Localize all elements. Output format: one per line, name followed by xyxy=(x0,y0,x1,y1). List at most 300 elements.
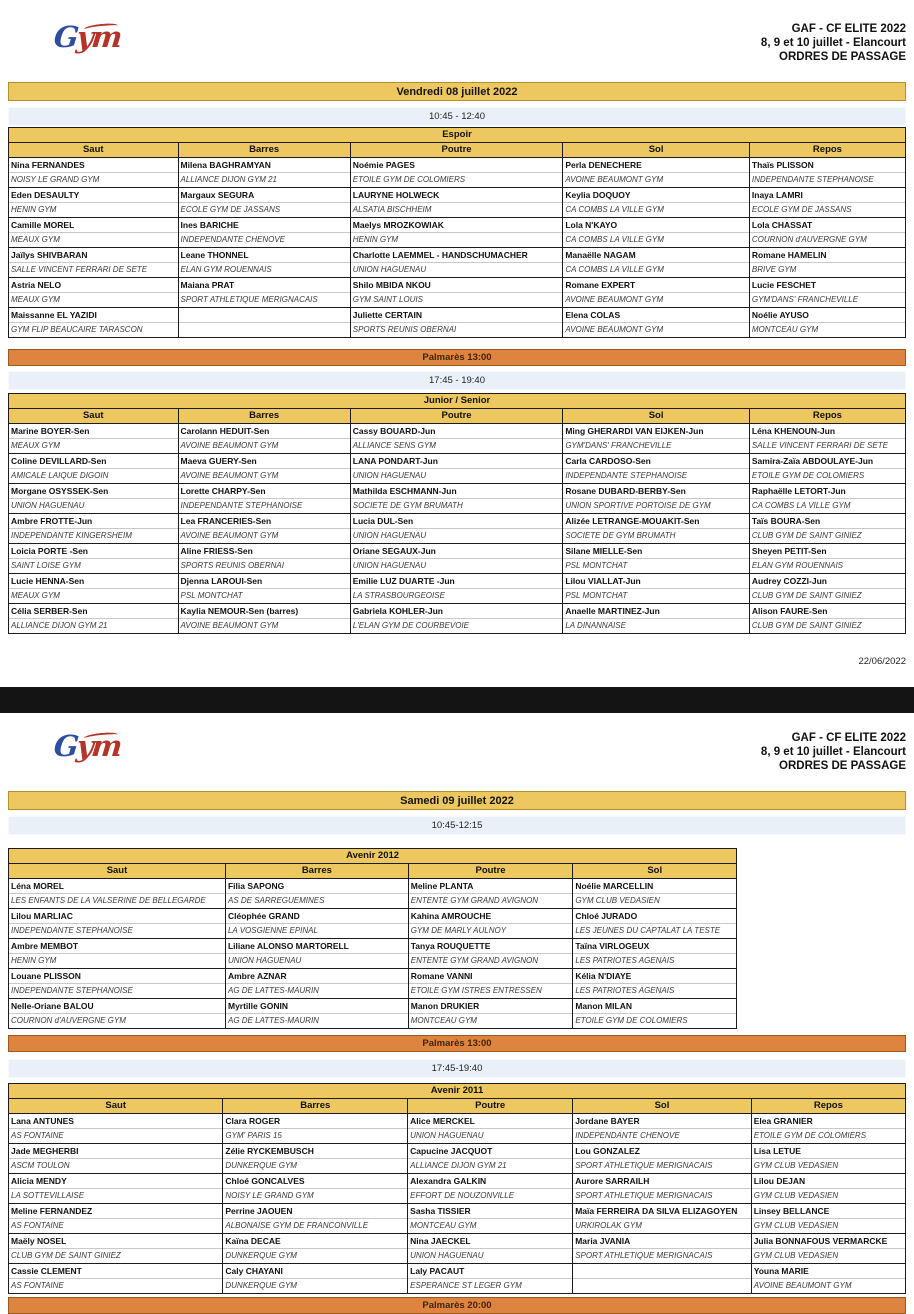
athlete-club: AS FONTAINE xyxy=(11,1281,64,1290)
athlete-cell xyxy=(749,544,905,574)
athlete-name: Laly PACAUT xyxy=(408,1264,572,1279)
athlete-name: Kélia N'DIAYE xyxy=(573,969,736,984)
athlete-club: UNION HAGUENAU xyxy=(352,531,427,540)
athlete-cell xyxy=(9,424,179,454)
table-title: Espoir xyxy=(9,128,906,143)
athlete-name: Chloé JURADO xyxy=(573,909,736,924)
athlete-name: Silane MIELLE-Sen xyxy=(563,544,749,559)
athlete-club: AVOINE BEAUMONT GYM xyxy=(180,441,279,450)
athlete-club xyxy=(573,1279,751,1293)
athlete-name: Meline PLANTA xyxy=(409,879,573,894)
athlete-club: HENIN GYM xyxy=(11,205,57,214)
document-title-block xyxy=(761,725,906,773)
athlete-name: Jordane BAYER xyxy=(573,1114,751,1129)
column-header-barres: Barres xyxy=(178,143,350,158)
athlete-name: Kahina AMROUCHE xyxy=(409,909,573,924)
athlete-name: Kaylia NEMOUR-Sen (barres) xyxy=(179,604,350,619)
athlete-name: Cassy BOUARD-Jun xyxy=(351,424,563,439)
athlete-name: Perrine JAOUEN xyxy=(223,1204,407,1219)
athlete-name: Lola CHASSAT xyxy=(750,218,905,233)
athlete-club: URKIROLAK GYM xyxy=(575,1221,642,1230)
athlete-name: Lou GONZALEZ xyxy=(573,1144,751,1159)
athlete-name: Juliette CERTAIN xyxy=(351,308,563,323)
athlete-name: Alison FAURE-Sen xyxy=(750,604,905,619)
athlete-cell xyxy=(9,544,179,574)
athlete-club: CA COMBS LA VILLE GYM xyxy=(565,235,664,244)
athlete-name: Alexandra GALKIN xyxy=(408,1174,572,1189)
athlete-cell xyxy=(178,484,350,514)
athlete-club: ETOILE GYM DE COLOMIERS xyxy=(751,471,865,480)
athlete-club: PSL MONTCHAT xyxy=(565,591,628,600)
athlete-cell xyxy=(408,909,573,939)
athlete-cell xyxy=(573,969,737,999)
athlete-name: Myrtille GONIN xyxy=(226,999,408,1014)
page-2 xyxy=(0,713,914,1314)
athlete-name: Lisa LETUE xyxy=(752,1144,905,1159)
athlete-club: GYM'DANS' FRANCHEVILLE xyxy=(565,441,672,450)
athlete-name: Ambre FROTTE-Jun xyxy=(9,514,178,529)
athlete-cell xyxy=(563,308,750,338)
athlete-cell xyxy=(350,574,563,604)
athlete-club: AS FONTAINE xyxy=(11,1131,64,1140)
athlete-club: UNION SPORTIVE PORTOISE DE GYM xyxy=(565,501,711,510)
athlete-name: Julia BONNAFOUS VERMARCKE xyxy=(752,1234,905,1249)
athlete-cell xyxy=(9,218,179,248)
athlete-name: Loicia PORTE -Sen xyxy=(9,544,178,559)
table-row xyxy=(9,158,906,188)
athlete-cell xyxy=(350,248,563,278)
athlete-name: Oriane SEGAUX-Jun xyxy=(351,544,563,559)
athlete-name: Milena BAGHRAMYAN xyxy=(179,158,350,173)
athlete-cell xyxy=(9,1174,223,1204)
athlete-club: AVOINE BEAUMONT GYM xyxy=(565,175,664,184)
athlete-cell xyxy=(749,308,905,338)
table-row xyxy=(9,188,906,218)
athlete-name: Noélie MARCELLIN xyxy=(573,879,736,894)
athlete-cell xyxy=(225,939,408,969)
athlete-club: GYM CLUB VEDASIEN xyxy=(753,1191,839,1200)
athlete-name: Caly CHAYANI xyxy=(223,1264,407,1279)
athlete-name: Lilou VIALLAT-Jun xyxy=(563,574,749,589)
athlete-name: Chloé GONCALVES xyxy=(223,1174,407,1189)
athlete-name: Samira-Zaïa ABDOULAYE-Jun xyxy=(750,454,905,469)
table-row xyxy=(9,969,737,999)
athlete-cell xyxy=(178,604,350,634)
athlete-club: LES ENFANTS DE LA VALSERINE DE BELLEGARDE xyxy=(11,896,206,905)
athlete-cell xyxy=(350,278,563,308)
athlete-club: SAINT LOISE GYM xyxy=(11,561,81,570)
athlete-cell xyxy=(408,939,573,969)
day-banner-saturday: Samedi 09 juillet 2022 xyxy=(8,791,906,810)
athlete-cell xyxy=(408,1234,573,1264)
athlete-name: Lucie HENNA-Sen xyxy=(9,574,178,589)
athlete-club: ALLIANCE DIJON GYM 21 xyxy=(410,1161,507,1170)
athlete-name: Coline DEVILLARD-Sen xyxy=(9,454,178,469)
athlete-club: INDEPENDANTE STEPHANOISE xyxy=(11,986,133,995)
athlete-club: LES PATRIOTES AGENAIS xyxy=(575,956,675,965)
athlete-club: MONTCEAU GYM xyxy=(751,325,819,334)
athlete-club: INDEPENDANTE CHENOVE xyxy=(180,235,285,244)
athlete-club: UNION HAGUENAU xyxy=(352,471,427,480)
competition-title: GAF - CF ELITE 2022 xyxy=(791,732,906,744)
empty-cell xyxy=(178,308,350,338)
athlete-cell xyxy=(573,1144,752,1174)
athlete-club: GYM CLUB VEDASIEN xyxy=(753,1161,839,1170)
athlete-club xyxy=(179,323,350,337)
athlete-cell xyxy=(749,158,905,188)
athlete-cell xyxy=(751,1144,905,1174)
palmares-banner-p1: Palmarès 13:00 xyxy=(8,349,906,366)
athlete-club: CLUB GYM DE SAINT GINIEZ xyxy=(751,591,862,600)
athlete-club: DUNKERQUE GYM xyxy=(225,1281,297,1290)
athlete-club: SPORTS REUNIS OBERNAI xyxy=(180,561,284,570)
athlete-cell xyxy=(563,158,750,188)
athlete-cell xyxy=(178,248,350,278)
athlete-cell xyxy=(350,604,563,634)
athlete-cell xyxy=(223,1264,408,1294)
athlete-cell xyxy=(408,879,573,909)
athlete-club: ETOILE GYM DE COLOMIERS xyxy=(575,1016,688,1025)
athlete-name: Maeva GUERY-Sen xyxy=(179,454,350,469)
athlete-name: Filia SAPONG xyxy=(226,879,408,894)
athlete-name: Maiana PRAT xyxy=(179,278,350,293)
athlete-club: UNION HAGUENAU xyxy=(410,1131,484,1140)
athlete-cell xyxy=(9,574,179,604)
athlete-name: Liliane ALONSO MARTORELL xyxy=(226,939,408,954)
athlete-cell xyxy=(749,248,905,278)
athlete-club: MONTCEAU GYM xyxy=(410,1221,477,1230)
athlete-name: Carolann HEDUIT-Sen xyxy=(179,424,350,439)
athlete-cell xyxy=(408,1204,573,1234)
athlete-cell xyxy=(751,1174,905,1204)
table-row xyxy=(9,424,906,454)
page-1-header xyxy=(8,0,906,78)
table-row xyxy=(9,248,906,278)
athlete-name: Lola N'KAYO xyxy=(563,218,749,233)
empty-cell xyxy=(573,1264,752,1294)
athlete-name: Nina JAECKEL xyxy=(408,1234,572,1249)
athlete-cell xyxy=(563,424,750,454)
athlete-club: CA COMBS LA VILLE GYM xyxy=(751,501,851,510)
athlete-cell xyxy=(749,188,905,218)
athlete-club: SOCIETE DE GYM BRUMATH xyxy=(565,531,676,540)
athlete-name: Morgane OSYSSEK-Sen xyxy=(9,484,178,499)
athlete-club: CLUB GYM DE SAINT GINIEZ xyxy=(751,621,862,630)
table-row xyxy=(9,1204,906,1234)
athlete-club: CLUB GYM DE SAINT GINIEZ xyxy=(751,531,862,540)
athlete-cell xyxy=(749,454,905,484)
athlete-name: Maelys MROZKOWIAK xyxy=(351,218,563,233)
athlete-club: SOCIETE DE GYM BRUMATH xyxy=(352,501,463,510)
athlete-cell xyxy=(749,484,905,514)
athlete-cell xyxy=(9,308,179,338)
column-header-saut: Saut xyxy=(9,143,179,158)
table-row xyxy=(9,939,737,969)
athlete-club: CA COMBS LA VILLE GYM xyxy=(565,205,664,214)
athlete-club: ECOLE GYM DE JASSANS xyxy=(751,205,852,214)
table-title: Junior / Senior xyxy=(9,394,906,409)
athlete-club: LA VOSGIENNE EPINAL xyxy=(227,926,318,935)
athlete-club: AS DE SARREGUEMINES xyxy=(227,896,325,905)
athlete-name: Taïna VIRLOGEUX xyxy=(573,939,736,954)
athlete-cell xyxy=(408,1264,573,1294)
athlete-club: AVOINE BEAUMONT GYM xyxy=(753,1281,852,1290)
athlete-name: Ambre MEMBOT xyxy=(9,939,225,954)
athlete-cell xyxy=(751,1114,905,1144)
athlete-name xyxy=(573,1264,751,1279)
athlete-cell xyxy=(751,1264,905,1294)
athlete-name: Eden DESAULTY xyxy=(9,188,178,203)
athlete-cell xyxy=(9,188,179,218)
athlete-club: ETOILE GYM ISTRES ENTRESSEN xyxy=(410,986,542,995)
athlete-club: ELAN GYM ROUENNAIS xyxy=(751,561,844,570)
column-header-repos: Repos xyxy=(749,143,905,158)
table-row xyxy=(9,278,906,308)
athlete-cell xyxy=(9,158,179,188)
table-row xyxy=(9,909,737,939)
athlete-name: LAURYNE HOLWECK xyxy=(351,188,563,203)
athlete-name: Lucia DUL-Sen xyxy=(351,514,563,529)
athlete-name: Zélie RYCKEMBUSCH xyxy=(223,1144,407,1159)
column-header-sol: Sol xyxy=(573,1099,752,1114)
athlete-name: Lana ANTUNES xyxy=(9,1114,222,1129)
athlete-name: Emilie LUZ DUARTE -Jun xyxy=(351,574,563,589)
athlete-club: SALLE VINCENT FERRARI DE SETE xyxy=(11,265,148,274)
athlete-club: INDEPENDANTE KINGERSHEIM xyxy=(11,531,132,540)
athlete-club: AVOINE BEAUMONT GYM xyxy=(180,621,279,630)
athlete-name: Lorette CHARPY-Sen xyxy=(179,484,350,499)
athlete-cell xyxy=(573,879,737,909)
athlete-cell xyxy=(749,574,905,604)
column-header-barres: Barres xyxy=(223,1099,408,1114)
athlete-cell xyxy=(9,454,179,484)
athlete-cell xyxy=(350,484,563,514)
athlete-club: AVOINE BEAUMONT GYM xyxy=(565,295,664,304)
athlete-cell xyxy=(178,188,350,218)
athlete-club: NOISY LE GRAND GYM xyxy=(11,175,100,184)
athlete-cell xyxy=(408,1114,573,1144)
table-row xyxy=(9,999,737,1029)
athlete-cell xyxy=(350,188,563,218)
table-title: Avenir 2012 xyxy=(9,849,737,864)
competition-title: GAF - CF ELITE 2022 xyxy=(791,23,906,35)
column-header-poutre: Poutre xyxy=(350,143,563,158)
athlete-name: Alice MERCKEL xyxy=(408,1114,572,1129)
athlete-cell xyxy=(9,999,226,1029)
athlete-cell xyxy=(563,514,750,544)
athlete-cell xyxy=(350,308,563,338)
athlete-club: DUNKERQUE GYM xyxy=(225,1251,297,1260)
page-2-header xyxy=(8,713,906,787)
table-row xyxy=(9,218,906,248)
athlete-cell xyxy=(9,248,179,278)
table-row xyxy=(9,454,906,484)
athlete-club: MEAUX GYM xyxy=(11,591,60,600)
athlete-cell xyxy=(225,879,408,909)
athlete-club: ETOILE GYM DE COLOMIERS xyxy=(753,1131,867,1140)
athlete-name: Charlotte LAEMMEL - HANDSCHUMACHER xyxy=(351,248,563,263)
athlete-club: PSL MONTCHAT xyxy=(565,561,628,570)
athlete-cell xyxy=(563,544,750,574)
table-row xyxy=(9,544,906,574)
athlete-name: Clara ROGER xyxy=(223,1114,407,1129)
espoir-table xyxy=(8,127,906,338)
athlete-club: LA SOTTEVILLAISE xyxy=(11,1191,85,1200)
athlete-cell xyxy=(350,454,563,484)
athlete-name: Audrey COZZI-Jun xyxy=(750,574,905,589)
athlete-cell xyxy=(563,454,750,484)
athlete-name: Marine BOYER-Sen xyxy=(9,424,178,439)
column-header-sol: Sol xyxy=(563,143,750,158)
athlete-cell xyxy=(563,248,750,278)
athlete-club: LA STRASBOURGEOISE xyxy=(352,591,445,600)
table-row xyxy=(9,1234,906,1264)
athlete-club: LES PATRIOTES AGENAIS xyxy=(575,986,675,995)
athlete-club: INDEPENDANTE STEPHANOISE xyxy=(180,501,303,510)
athlete-club: UNION HAGUENAU xyxy=(352,561,427,570)
athlete-cell xyxy=(573,1234,752,1264)
athlete-club: ALLIANCE DIJON GYM 21 xyxy=(11,621,108,630)
athlete-cell xyxy=(178,158,350,188)
athlete-club: CA COMBS LA VILLE GYM xyxy=(565,265,664,274)
athlete-cell xyxy=(563,574,750,604)
athlete-name: Manon MILAN xyxy=(573,999,736,1014)
athlete-name: Elena COLAS xyxy=(563,308,749,323)
column-header-poutre: Poutre xyxy=(350,409,563,424)
athlete-cell xyxy=(573,909,737,939)
athlete-name: Keylia DOQUOY xyxy=(563,188,749,203)
athlete-club: ENTENTE GYM GRAND AVIGNON xyxy=(410,896,539,905)
athlete-name: Lucie FESCHET xyxy=(750,278,905,293)
athlete-club: UNION HAGUENAU xyxy=(227,956,302,965)
athlete-club: ALBONAISE GYM DE FRANCONVILLE xyxy=(225,1221,369,1230)
athlete-name: Maïa FERREIRA DA SILVA ELIZAGOYEN xyxy=(573,1204,751,1219)
athlete-club: AMICALE LAIQUE DIGOIN xyxy=(11,471,109,480)
session-time-evening-p2: 17:45-19:40 xyxy=(8,1059,906,1078)
athlete-cell xyxy=(178,544,350,574)
page-divider-bar xyxy=(0,687,914,713)
athlete-name: Carla CARDOSO-Sen xyxy=(563,454,749,469)
athlete-cell xyxy=(223,1204,408,1234)
athlete-club: AG DE LATTES-MAURIN xyxy=(227,1016,319,1025)
athlete-name: Louane PLISSON xyxy=(9,969,225,984)
athlete-club: GYM CLUB VEDASIEN xyxy=(575,896,660,905)
athlete-cell xyxy=(223,1144,408,1174)
athlete-club: SPORTS REUNIS OBERNAI xyxy=(352,325,457,334)
palmares-20-banner: Palmarès 20:00 xyxy=(8,1297,906,1314)
table-row xyxy=(9,879,737,909)
athlete-name: Kaïna DECAE xyxy=(223,1234,407,1249)
athlete-name: Djenna LAROUI-Sen xyxy=(179,574,350,589)
column-header-poutre: Poutre xyxy=(408,1099,573,1114)
athlete-cell xyxy=(225,909,408,939)
table-title: Avenir 2011 xyxy=(9,1084,906,1099)
column-header-repos: Repos xyxy=(749,409,905,424)
athlete-club: ENTENTE GYM GRAND AVIGNON xyxy=(410,956,539,965)
athlete-club: ASCM TOULON xyxy=(11,1161,70,1170)
athlete-club: INDEPENDANTE STEPHANOISE xyxy=(751,175,874,184)
athlete-club: BRIVE GYM xyxy=(751,265,797,274)
athlete-name: Linsey BELLANCE xyxy=(752,1204,905,1219)
athlete-cell xyxy=(9,1114,223,1144)
athlete-name: Cléophée GRAND xyxy=(226,909,408,924)
athlete-club: MONTCEAU GYM xyxy=(410,1016,477,1025)
athlete-name: Aline FRIESS-Sen xyxy=(179,544,350,559)
competition-dates: 8, 9 et 10 juillet - Elancourt xyxy=(760,37,906,49)
athlete-cell xyxy=(350,158,563,188)
athlete-name: Elea GRANIER xyxy=(752,1114,905,1129)
athlete-club: ESPERANCE ST LEGER GYM xyxy=(410,1281,522,1290)
athlete-cell xyxy=(350,424,563,454)
athlete-name: Cassie CLEMENT xyxy=(9,1264,222,1279)
athlete-club: INDEPENDANTE CHENOVE xyxy=(575,1131,680,1140)
athlete-club: AVOINE BEAUMONT GYM xyxy=(565,325,664,334)
athlete-cell xyxy=(573,1204,752,1234)
athlete-club: L'ELAN GYM DE COURBEVOIE xyxy=(352,621,469,630)
athlete-name: Taïs BOURA-Sen xyxy=(750,514,905,529)
edition-date: 22/06/2022 xyxy=(858,656,906,667)
athlete-name: Lilou MARLIAC xyxy=(9,909,225,924)
athlete-name: Manaëlle NAGAM xyxy=(563,248,749,263)
athlete-cell xyxy=(9,484,179,514)
athlete-name: Youna MARIE xyxy=(752,1264,905,1279)
avenir-2011-table xyxy=(8,1083,906,1294)
athlete-name: Anaelle MARTINEZ-Jun xyxy=(563,604,749,619)
athlete-cell xyxy=(563,188,750,218)
athlete-club: ECOLE GYM DE JASSANS xyxy=(180,205,281,214)
athlete-name: Maëly NOSEL xyxy=(9,1234,222,1249)
athlete-club: INDEPENDANTE STEPHANOISE xyxy=(11,926,133,935)
athlete-cell xyxy=(350,514,563,544)
athlete-name: Inaya LAMRI xyxy=(750,188,905,203)
document-type: ORDRES DE PASSAGE xyxy=(779,760,906,772)
ffgym-logo xyxy=(54,731,174,761)
athlete-cell xyxy=(573,939,737,969)
athlete-cell xyxy=(408,1144,573,1174)
athlete-club: CLUB GYM DE SAINT GINIEZ xyxy=(11,1251,121,1260)
athlete-name: Lilou DEJAN xyxy=(752,1174,905,1189)
athlete-club: GYM'DANS' FRANCHEVILLE xyxy=(751,295,859,304)
table-row xyxy=(9,514,906,544)
athlete-cell xyxy=(223,1174,408,1204)
table-row xyxy=(9,574,906,604)
athlete-club: ALSATIA BISCHHEIM xyxy=(352,205,432,214)
athlete-cell xyxy=(9,1234,223,1264)
athlete-club: SALLE VINCENT FERRARI DE SETE xyxy=(751,441,888,450)
table-row xyxy=(9,1114,906,1144)
athlete-name: Gabriela KOHLER-Jun xyxy=(351,604,563,619)
athlete-cell xyxy=(9,604,179,634)
athlete-cell xyxy=(9,1144,223,1174)
athlete-cell xyxy=(751,1234,905,1264)
palmares-13-banner-p2: Palmarès 13:00 xyxy=(8,1035,906,1052)
table-row xyxy=(9,1144,906,1174)
athlete-cell xyxy=(178,574,350,604)
table-row xyxy=(9,484,906,514)
athlete-club: ELAN GYM ROUENNAIS xyxy=(180,265,272,274)
athlete-cell xyxy=(9,939,226,969)
column-header-barres: Barres xyxy=(225,864,408,879)
athlete-cell xyxy=(225,969,408,999)
session-time-morning-p2: 10:45-12:15 xyxy=(8,816,906,835)
athlete-club: EFFORT DE NOUZONVILLE xyxy=(410,1191,515,1200)
session-time-evening-p1: 17:45 - 19:40 xyxy=(8,371,906,390)
athlete-club: LES JEUNES DU CAPTALAT LA TESTE xyxy=(575,926,721,935)
athlete-club: HENIN GYM xyxy=(11,956,57,965)
athlete-club: PSL MONTCHAT xyxy=(180,591,243,600)
athlete-cell xyxy=(749,604,905,634)
athlete-club: MEAUX GYM xyxy=(11,295,60,304)
